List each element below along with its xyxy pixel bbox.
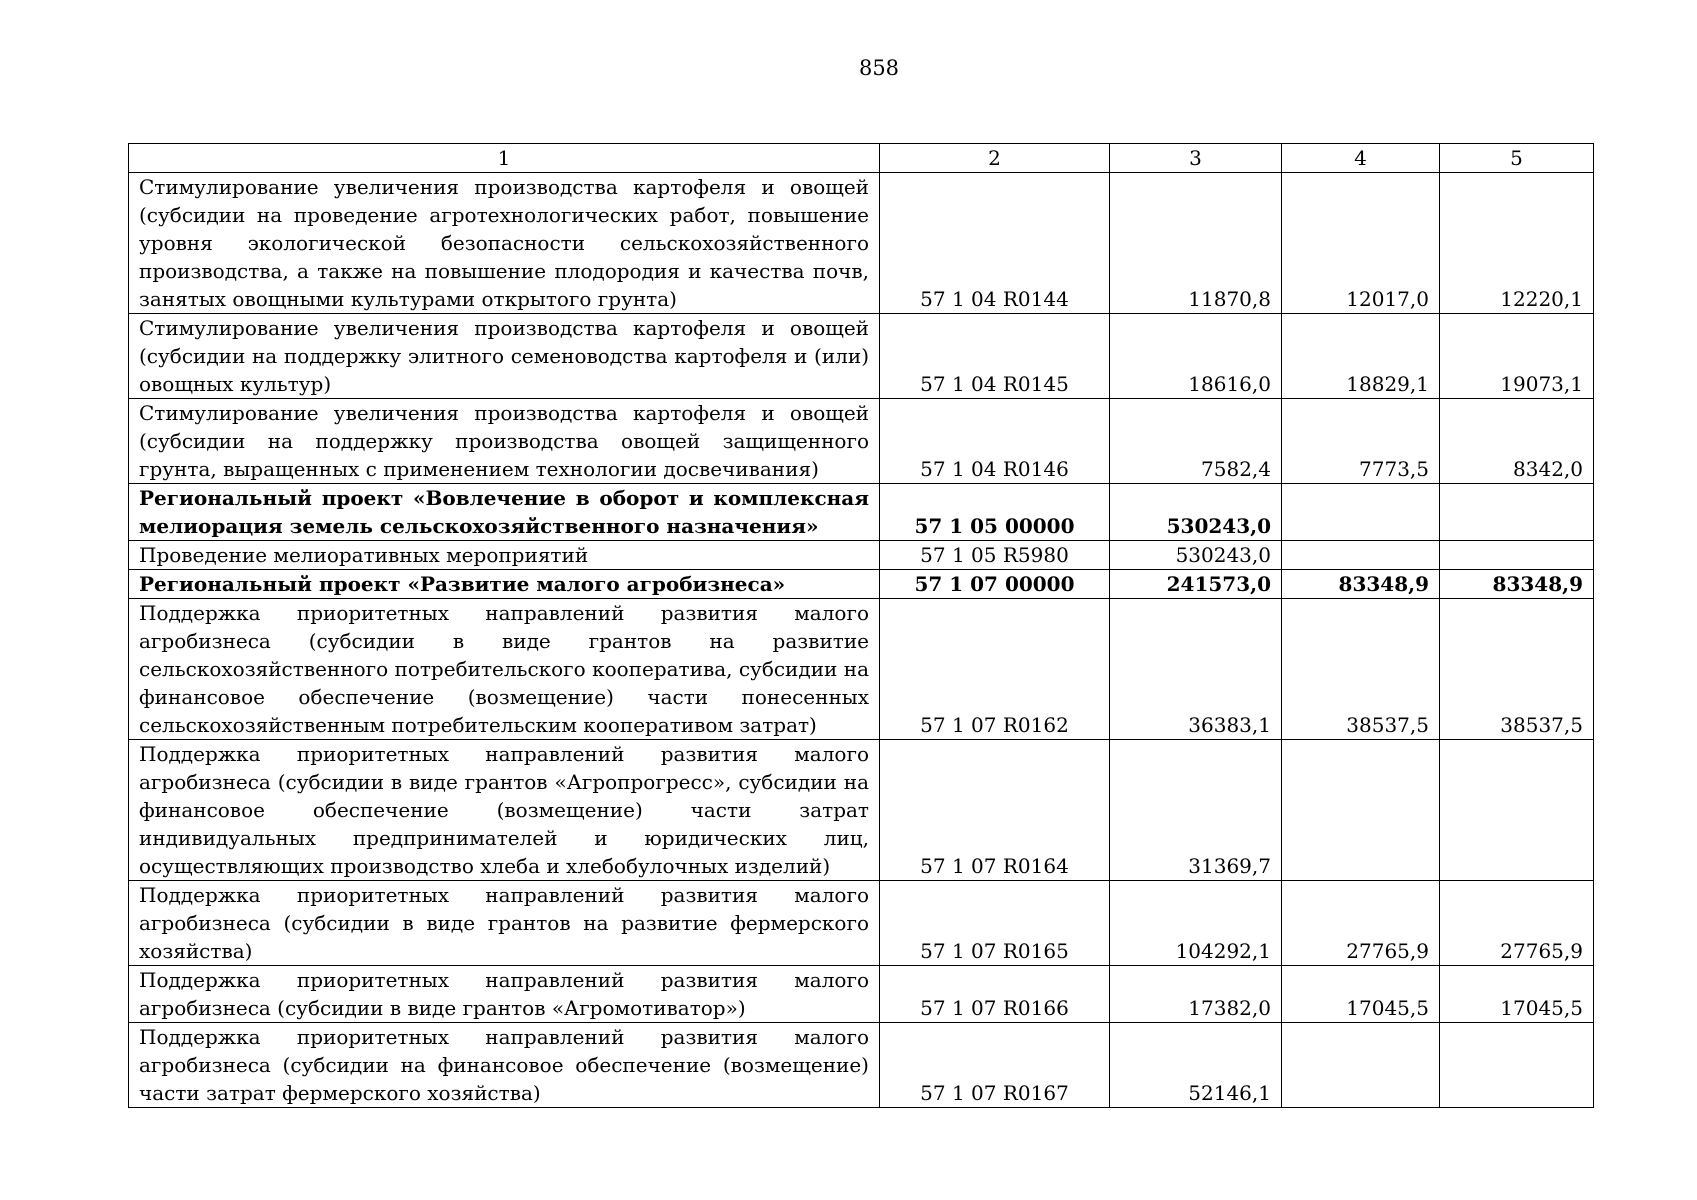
- row-description: Поддержка приоритетных направлений развития малого агробизнеса (субсидии в виде грантов «Агропрогресс», субсидии на финансовое обеспечение (возмещение) части затрат индивидуальных предпринимателей и юридических лиц, осуществляющих производство хлеба и хлебобулочных изделий): [129, 740, 880, 881]
- row-value-col3: 241573,0: [1110, 570, 1282, 599]
- row-value-col3: 18616,0: [1110, 314, 1282, 399]
- row-description: Стимулирование увеличения производства картофеля и овощей (субсидии на поддержку элитного семеноводства картофеля и (или) овощных культур): [129, 314, 880, 399]
- row-code: 57 1 07 R0165: [880, 881, 1110, 966]
- table-row: [129, 599, 1594, 740]
- row-value-col5: 83348,9: [1440, 570, 1594, 599]
- row-description: Поддержка приоритетных направлений развития малого агробизнеса (субсидии на финансовое обеспечение (возмещение) части затрат фермерского хозяйства): [129, 1023, 880, 1108]
- table-row: [129, 881, 1594, 966]
- row-value-col3: 104292,1: [1110, 881, 1282, 966]
- row-value-col3: 36383,1: [1110, 599, 1282, 740]
- row-value-col4: 27765,9: [1282, 881, 1440, 966]
- row-description: Проведение мелиоративных мероприятий: [129, 541, 880, 570]
- row-value-col5: 12220,1: [1440, 173, 1594, 314]
- row-value-col5: [1440, 484, 1594, 541]
- row-value-col5: [1440, 740, 1594, 881]
- row-description: Стимулирование увеличения производства картофеля и овощей (субсидии на проведение агротехнологических работ, повышение уровня экологической безопасности сельскохозяйственного производства, а также на повышение плодородия и качества почв, занятых овощными культурами открытого грунта): [129, 173, 880, 314]
- row-value-col4: 12017,0: [1282, 173, 1440, 314]
- row-code: 57 1 07 00000: [880, 570, 1110, 599]
- row-value-col3: 11870,8: [1110, 173, 1282, 314]
- column-header: 1: [129, 144, 880, 173]
- row-value-col4: 18829,1: [1282, 314, 1440, 399]
- column-header: 4: [1282, 144, 1440, 173]
- row-description: Поддержка приоритетных направлений развития малого агробизнеса (субсидии в виде грантов на развитие сельскохозяйственного потребительского кооператива, субсидии на финансовое обеспечение (возмещение) части понесенных сельскохозяйственным потребительским кооперативом затрат): [129, 599, 880, 740]
- row-value-col3: 52146,1: [1110, 1023, 1282, 1108]
- table-row: [129, 399, 1594, 484]
- row-description: Поддержка приоритетных направлений развития малого агробизнеса (субсидии в виде грантов на развитие фермерского хозяйства): [129, 881, 880, 966]
- row-value-col3: 530243,0: [1110, 541, 1282, 570]
- table-row: [129, 570, 1594, 599]
- column-header: 3: [1110, 144, 1282, 173]
- row-code: 57 1 07 R0162: [880, 599, 1110, 740]
- column-header: 5: [1440, 144, 1594, 173]
- table-header-row: [129, 144, 1594, 173]
- table-row: [129, 173, 1594, 314]
- row-code: 57 1 04 R0145: [880, 314, 1110, 399]
- row-value-col3: 7582,4: [1110, 399, 1282, 484]
- row-value-col4: 38537,5: [1282, 599, 1440, 740]
- row-value-col5: [1440, 1023, 1594, 1108]
- row-value-col3: 17382,0: [1110, 966, 1282, 1023]
- table-row: [129, 1023, 1594, 1108]
- row-description: Региональный проект «Вовлечение в оборот и комплексная мелиорация земель сельскохозяйственного назначения»: [129, 484, 880, 541]
- row-value-col4: [1282, 484, 1440, 541]
- page-number: 858: [858, 56, 900, 80]
- budget-table: [128, 143, 1594, 1108]
- table-row: [129, 541, 1594, 570]
- table-row: [129, 966, 1594, 1023]
- row-description: Стимулирование увеличения производства картофеля и овощей (субсидии на поддержку производства овощей защищенного грунта, выращенных с применением технологии досвечивания): [129, 399, 880, 484]
- row-code: 57 1 07 R0167: [880, 1023, 1110, 1108]
- row-value-col5: 17045,5: [1440, 966, 1594, 1023]
- row-code: 57 1 07 R0166: [880, 966, 1110, 1023]
- row-value-col3: 530243,0: [1110, 484, 1282, 541]
- row-code: 57 1 07 R0164: [880, 740, 1110, 881]
- row-value-col5: 27765,9: [1440, 881, 1594, 966]
- column-header: 2: [880, 144, 1110, 173]
- table-row: [129, 484, 1594, 541]
- row-description: Региональный проект «Развитие малого агробизнеса»: [129, 570, 880, 599]
- row-value-col4: 83348,9: [1282, 570, 1440, 599]
- row-value-col5: 19073,1: [1440, 314, 1594, 399]
- row-code: 57 1 05 R5980: [880, 541, 1110, 570]
- row-value-col5: [1440, 541, 1594, 570]
- row-value-col5: 38537,5: [1440, 599, 1594, 740]
- row-description: Поддержка приоритетных направлений развития малого агробизнеса (субсидии в виде грантов «Агромотиватор»): [129, 966, 880, 1023]
- row-code: 57 1 05 00000: [880, 484, 1110, 541]
- row-code: 57 1 04 R0146: [880, 399, 1110, 484]
- row-value-col4: 7773,5: [1282, 399, 1440, 484]
- row-code: 57 1 04 R0144: [880, 173, 1110, 314]
- row-value-col4: [1282, 740, 1440, 881]
- table-row: [129, 314, 1594, 399]
- table-body: [129, 173, 1594, 1108]
- row-value-col3: 31369,7: [1110, 740, 1282, 881]
- row-value-col4: [1282, 541, 1440, 570]
- table-row: [129, 740, 1594, 881]
- row-value-col4: [1282, 1023, 1440, 1108]
- row-value-col4: 17045,5: [1282, 966, 1440, 1023]
- row-value-col5: 8342,0: [1440, 399, 1594, 484]
